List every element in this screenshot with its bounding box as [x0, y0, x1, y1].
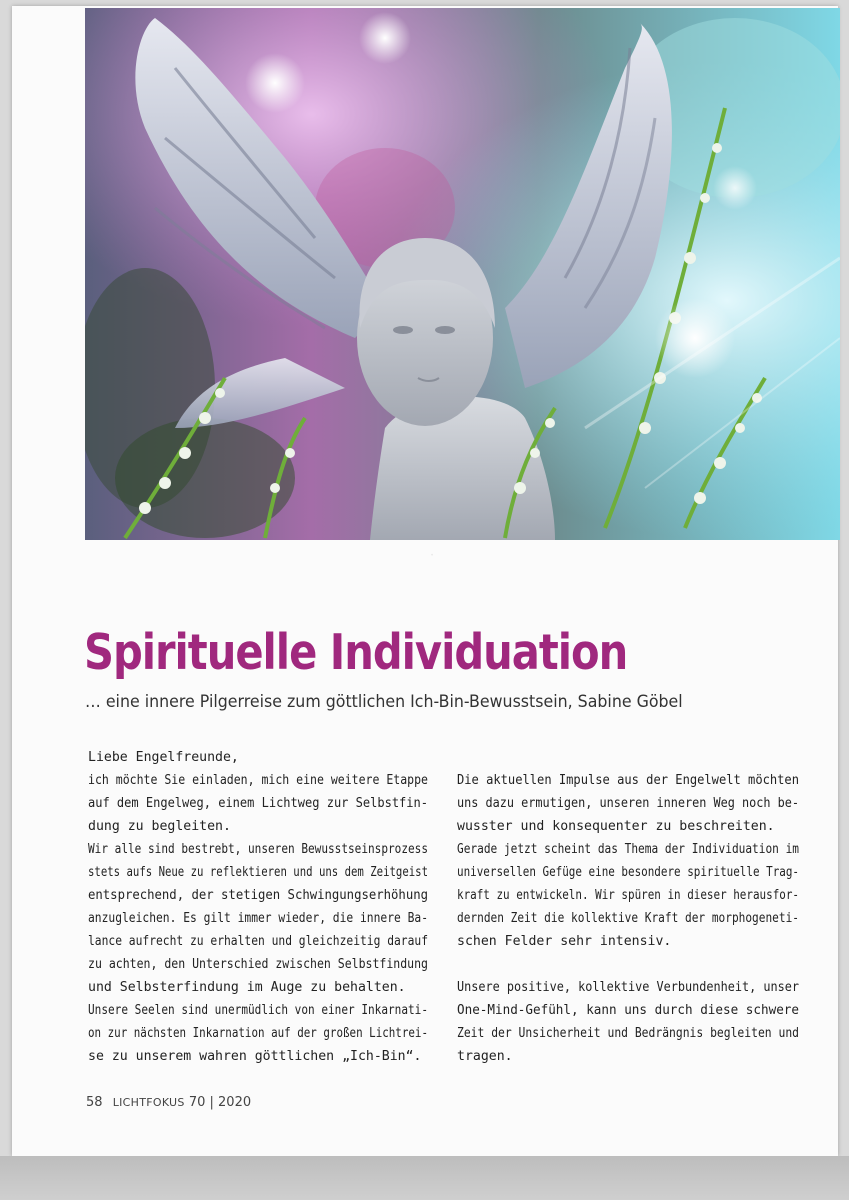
- paragraph: [457, 769, 799, 838]
- text-column-left: [88, 746, 428, 1068]
- text-line: One-Mind-Gefühl, kann uns durch diese schwere: [457, 1003, 799, 1018]
- article-title: Spirituelle Individuation: [84, 624, 628, 681]
- text-line: Wir alle sind bestrebt, unseren Bewusstseinsprozess: [88, 842, 428, 857]
- text-line: Unsere Seelen sind unermüdlich von einer Inkarnati-: [88, 1003, 428, 1018]
- text-line: kraft zu entwickeln. Wir spüren in dieser herausfor-: [457, 888, 799, 903]
- text-line: Unsere positive, kollektive Verbundenheit, unser: [457, 980, 799, 995]
- text-line: ich möchte Sie einladen, mich eine weitere Etappe: [88, 773, 428, 788]
- hero-image: [85, 8, 840, 540]
- text-line: wusster und konsequenter zu beschreiten.: [457, 819, 775, 834]
- page-footer: [86, 1095, 251, 1110]
- text-line: dung zu begleiten.: [88, 819, 231, 834]
- text-line: universellen Gefüge eine besondere spirituelle Trag-: [457, 865, 799, 880]
- paragraph: [457, 838, 799, 953]
- paragraph: [88, 746, 428, 838]
- text-line: lance aufrecht zu erhalten und gleichzeitig darauf: [88, 934, 428, 949]
- article-subtitle: … eine innere Pilgerreise zum göttlichen Ich-Bin-Bewusstsein, Sabine Göbel: [85, 692, 683, 712]
- text-line: Zeit der Unsicherheit und Bedrängnis begleiten und: [457, 1026, 799, 1041]
- scan-bottom-band: [0, 1156, 849, 1200]
- text-line: on zur nächsten Inkarnation auf der großen Lichtrei-: [88, 1026, 428, 1041]
- text-line: Gerade jetzt scheint das Thema der Individuation im: [457, 842, 799, 857]
- footer-separator: |: [209, 1095, 214, 1110]
- issue-number: 70: [188, 1095, 206, 1110]
- text-line: uns dazu ermutigen, unseren inneren Weg noch be-: [457, 796, 799, 811]
- text-line: anzugleichen. Es gilt immer wieder, die innere Ba-: [88, 911, 428, 926]
- text-line: auf dem Engelweg, einem Lichtweg zur Selbstfin-: [88, 796, 428, 811]
- text-line: dernden Zeit die kollektive Kraft der morphogeneti-: [457, 911, 799, 926]
- paragraph: [88, 999, 428, 1068]
- paragraph: [457, 976, 799, 1068]
- magazine-name: LICHTFOKUS: [112, 1096, 185, 1109]
- paragraph: [88, 838, 428, 999]
- text-line: Die aktuellen Impulse aus der Engelwelt möchten: [457, 773, 799, 788]
- text-line: und Selbsterfindung im Auge zu behalten.: [88, 980, 406, 995]
- text-line: zu achten, den Unterschied zwischen Selbstfindung: [88, 957, 428, 972]
- text-line: tragen.: [457, 1049, 513, 1064]
- text-line: stets aufs Neue zu reflektieren und uns dem Zeitgeist: [88, 865, 428, 880]
- text-column-right: [457, 769, 799, 1068]
- text-line: schen Felder sehr intensiv.: [457, 934, 672, 949]
- text-line: Liebe Engelfreunde,: [88, 750, 239, 765]
- text-line: entsprechend, der stetigen Schwingungserhöhung: [88, 888, 428, 903]
- issue-year: 2020: [218, 1095, 252, 1110]
- text-line: se zu unserem wahren göttlichen „Ich-Bin“.: [88, 1049, 422, 1064]
- page-number: 58: [86, 1095, 103, 1110]
